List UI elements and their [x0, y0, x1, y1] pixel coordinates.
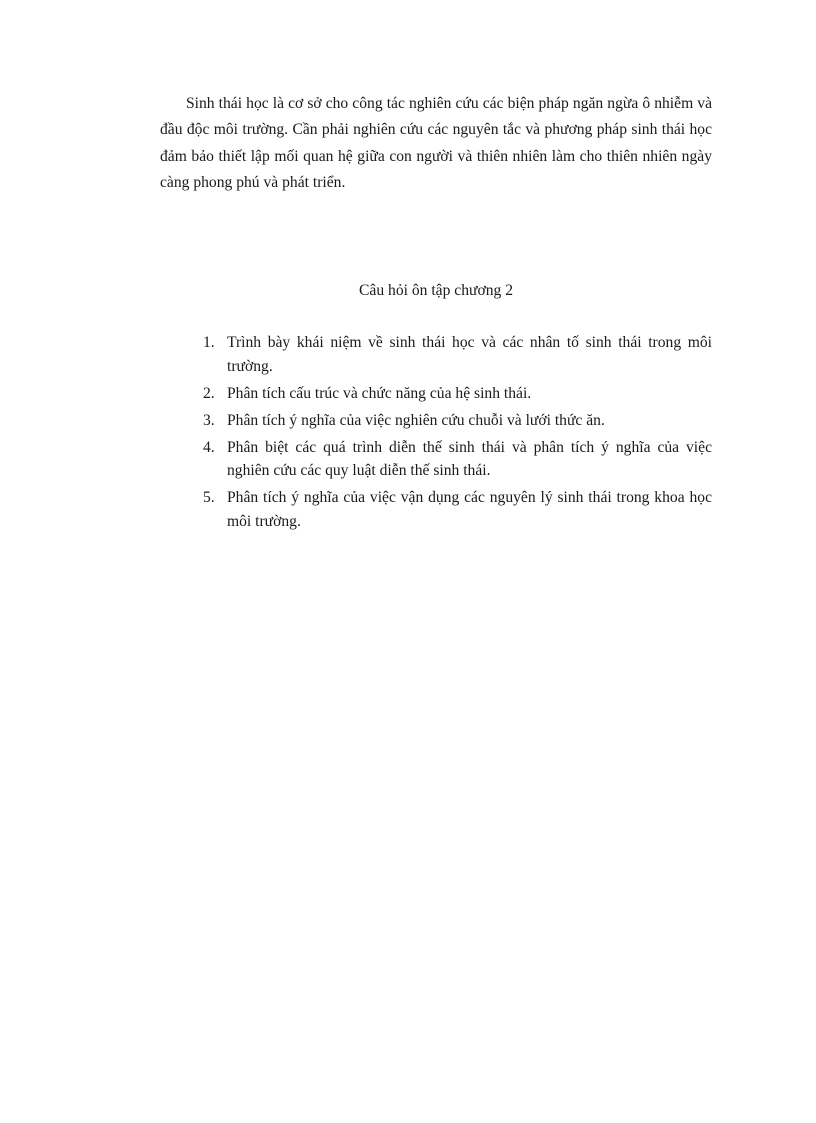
question-text: Phân biệt các quá trình diễn thế sinh thái và phân tích ý nghĩa của việc nghiên cứu các quy luật diễn thế sinh thái. [227, 438, 712, 479]
question-number: 1. [203, 334, 215, 351]
intro-paragraph: Sinh thái học là cơ sở cho công tác nghiên cứu các biện pháp ngăn ngừa ô nhiễm và đầu độc môi trường. Cần phải nghiên cứu các nguyên tắc và phương pháp sinh thái học đảm bảo thiết lập mối quan hệ giữa con người và thiên nhiên làm cho thiên nhiên ngày càng phong phú và phát triển. [160, 95, 712, 191]
section-title: Câu hỏi ôn tập chương 2 [359, 282, 513, 299]
review-question-list [160, 331, 712, 537]
question-number: 3. [203, 411, 215, 429]
question-number: 5. [203, 489, 215, 506]
review-question [160, 331, 712, 378]
question-number: 2. [203, 384, 215, 402]
review-question [160, 382, 712, 406]
question-text: Trình bày khái niệm về sinh thái học và các nhân tố sinh thái trong môi trường. [227, 334, 712, 375]
question-text: Phân tích ý nghĩa của việc vận dụng các nguyên lý sinh thái trong khoa học môi trường. [227, 489, 712, 530]
review-question [160, 486, 712, 533]
question-number: 4. [203, 438, 215, 456]
review-question [160, 409, 712, 433]
question-text: Phân tích cấu trúc và chức năng của hệ sinh thái. [227, 384, 532, 402]
question-text: Phân tích ý nghĩa của việc nghiên cứu chuỗi và lưới thức ăn. [227, 411, 605, 429]
review-question [160, 436, 712, 483]
